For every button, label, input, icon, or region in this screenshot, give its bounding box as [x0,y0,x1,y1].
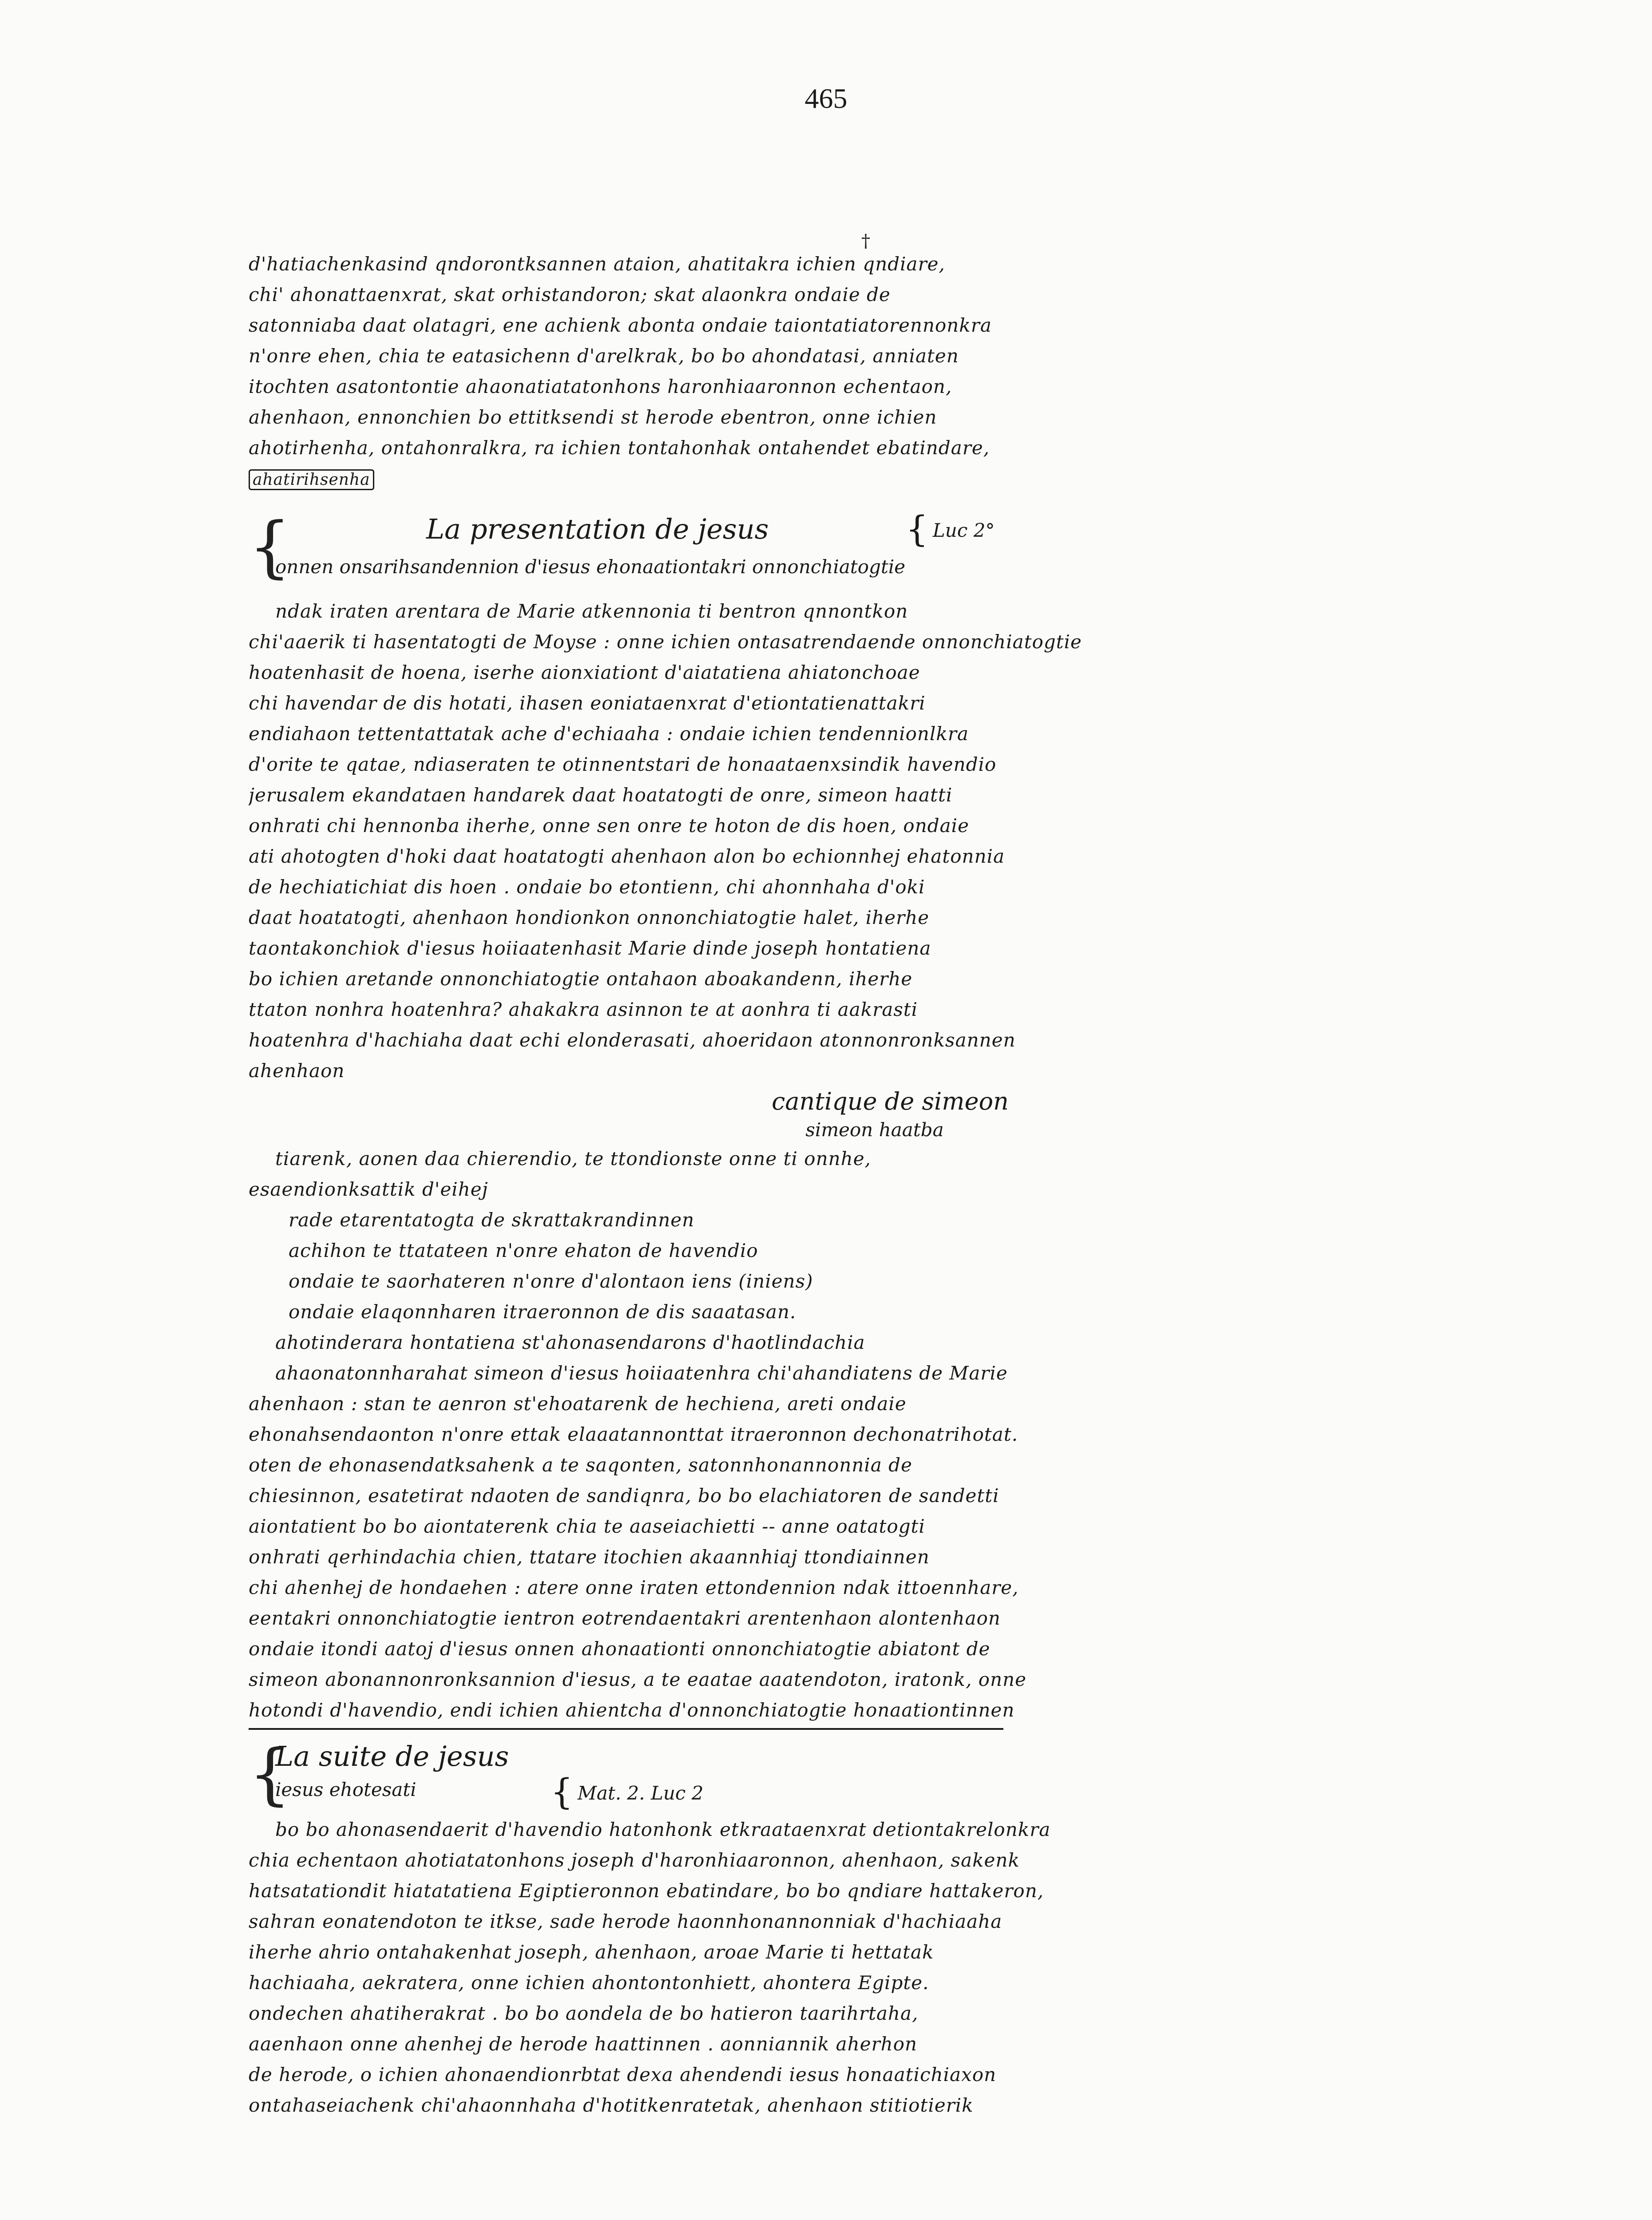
section-3 [249,1327,1376,1725]
text-line: ahotinderara hontatiena st'ahonasendarons d'haotlindachia [275,1332,865,1353]
brace-icon: { [249,1736,291,1813]
heading-reference [551,1771,704,1812]
text-line: onhrati chi hennonba iherhe, onne sen onre te hoton de dis hoen, ondaie [249,815,969,836]
text-line: chia echentaon ahotiatatonhons joseph d'haronhiaaronnon, ahenhaon, sakenk [249,1849,1020,1871]
text-line: d'orite te qatae, ndiaseraten te otinnentstari de honaataenxsindik havendio [249,753,997,775]
reference-text: Luc 2° [932,519,995,541]
text-line: satonniaba daat olatagri, ene achienk abonta ondaie taiontatiatorennonkra [249,314,992,336]
text-line: iherhe ahrio ontahakenhat joseph, ahenhaon, aroae Marie ti hettatak [249,1941,934,1963]
text-line: onhrati qerhindachia chien, ttatare itochien akaannhiaj ttondiainnen [249,1546,930,1568]
brace-icon: { [249,508,291,586]
text-line: hotondi d'havendio, endi ichien ahientcha d'onnonchiatogtie honaationtinnen [249,1699,1015,1721]
text-line: hatsatationdit hiatatatiena Egiptieronnon ebatindare, bo bo qndiare hattakeron, [249,1880,1044,1902]
verse-line: tiarenk, aonen daa chierendio, te ttondionste onne ti onnhe, [275,1148,871,1169]
text-line: endiahaon tettentattatak ache d'echiaaha : ondaie ichien tendennionlkra [249,723,969,745]
text-line: aaenhaon onne ahenhej de herode haattinnen . aonniannik aherhon [249,2033,918,2055]
text-line: hoatenhra d'hachiaha daat echi elonderasati, ahoeridaon atonnonronksannen [249,1029,1016,1051]
ink-mark: † [861,231,870,251]
text-line: chi'aaerik ti hasentatogti de Moyse : onne ichien ontasatrendaende onnonchiatogtie [249,631,1082,653]
text-line: taontakonchiok d'iesus hoiiaatenhasit Marie dinde joseph hontatiena [249,937,931,959]
text-line: de herode, o ichien ahonaendionrbtat dexa ahendendi iesus honaatichiaxon [249,2064,997,2085]
text-line: de hechiatichiat dis hoen . ondaie bo etontienn, chi ahonnhaha d'oki [249,876,925,898]
text-line: bo bo ahonasendaerit d'havendio hatonhonk etkraataenxrat detiontakrelonkra [275,1819,1051,1840]
verse-line: achihon te ttatateen n'onre ehaton de havendio [289,1240,758,1261]
heading-subtitle: iesus ehotesati [275,1779,416,1800]
verse-line: rade etarentatogta de skrattakrandinnen [289,1209,695,1231]
text-line: ondechen ahatiherakrat . bo bo aondela de bo hatieron taarihrtaha, [249,2002,919,2024]
text-line: n'onre ehen, chia te eatasichenn d'arelkrak, bo bo ahondatasi, anniaten [249,345,959,367]
text-line: chi ahenhej de hondaehen : atere onne iraten ettondennion ndak ittoennhare, [249,1577,1019,1598]
cantique-title: cantique de simeon [772,1087,1009,1115]
heading-subtitle: onnen onsarihsandennion d'iesus ehonaationtakri onnonchiatogtie [275,556,906,578]
verse-line: esaendionksattik d'eihej [249,1178,488,1200]
text-line: chi' ahonattaenxrat, skat orhistandoron; skat alaonkra ondaie de [249,284,891,305]
text-line: ahenhaon, ennonchien bo ettitksendi st herode ebentron, onne ichien [249,406,937,428]
heading-title: La presentation de jesus [426,513,769,545]
heading-presentation [249,508,1376,591]
text-line: chiesinnon, esatetirat ndaoten de sandiqnra, bo bo elachiatoren de sandetti [249,1485,999,1506]
text-line: hachiaaha, aekratera, onne ichien ahontontonhiett, ahontera Egipte. [249,1972,929,1994]
page-number: 465 [804,83,848,114]
section-1 [249,249,1376,494]
text-line: oten de ehonasendatksahenk a te saqonten, satonnhonannonnia de [249,1454,912,1476]
section-2 [249,596,1376,1086]
text-line: ttaton nonhra hoatenhra? ahakakra asinnon te at aonhra ti aakrasti [249,999,918,1020]
verse-line: ondaie te saorhateren n'onre d'alontaon iens (iniens) [289,1270,813,1292]
text-line: bo ichien aretande onnonchiatogtie ontahaon aboakandenn, iherhe [249,968,913,990]
cantique-subtitle: simeon haatba [805,1119,944,1141]
text-line: ahaonatonnharahat simeon d'iesus hoiiaatenhra chi'ahandiatens de Marie [275,1362,1008,1384]
text-line: aiontatient bo bo aiontaterenk chia te aaseiachietti -- anne oatatogti [249,1515,925,1537]
text-line: ahotirhenha, ontahonralkra, ra ichien tontahonhak ontahendet ebatindare, [249,437,990,459]
text-line: ontahaseiachenk chi'ahaonnhaha d'hotitkenratetak, ahenhaon stitiotierik [249,2094,974,2116]
text-line: d'hatiachenkasind qndorontksannen ataion, ahatitakra ichien qndiare, [249,253,945,275]
section-divider [249,1728,1003,1730]
section-4 [249,1814,1376,2121]
heading-suite [249,1736,1376,1813]
boxed-note-line [249,463,1376,494]
text-line: ati ahotogten d'hoki daat hoatatogti ahenhaon alon bo echionnhej ehatonnia [249,845,1005,867]
verse-line: ondaie elaqonnharen itraeronnon de dis saaatasan. [289,1301,796,1323]
text-line: itochten asatontontie ahaonatiatatonhons haronhiaaronnon echentaon, [249,376,952,397]
cantique-heading [249,1086,1376,1143]
brace-icon: { [551,1771,573,1812]
text-line: simeon abonannonronksannion d'iesus, a te eaatae aaatendoton, iratonk, onne [249,1669,1027,1690]
reference-text: Mat. 2. Luc 2 [577,1782,704,1804]
heading-reference [906,508,995,550]
text-line: ahenhaon : stan te aenron st'ehoatarenk de hechiena, areti ondaie [249,1393,907,1415]
text-line: ndak iraten arentara de Marie atkennonia ti bentron qnnontkon [275,600,908,622]
text-line: ondaie itondi aatoj d'iesus onnen ahonaationti onnonchiatogtie abiatont de [249,1638,990,1660]
text-line: ahenhaon [249,1060,345,1082]
heading-title: La suite de jesus [275,1740,509,1772]
cantique-verses [249,1143,1376,1327]
text-line: sahran eonatendoton te itkse, sade herode haonnhonannonniak d'hachiaaha [249,1911,1002,1932]
brace-icon: { [906,508,928,550]
text-line: eentakri onnonchiatogtie ientron eotrendaentakri arentenhaon alontenhaon [249,1607,1001,1629]
boxed-note: ahatirihsenha [249,469,374,490]
text-line: hoatenhasit de hoena, iserhe aionxiationt d'aiatatiena ahiatonchoae [249,662,920,683]
text-line: daat hoatatogti, ahenhaon hondionkon onnonchiatogtie halet, iherhe [249,907,930,928]
text-line: chi havendar de dis hotati, ihasen eoniataenxrat d'etiontatienattakri [249,692,926,714]
manuscript-body [249,249,1376,2121]
text-line: jerusalem ekandataen handarek daat hoatatogti de onre, simeon haatti [249,784,953,806]
text-line: ehonahsendaonton n'onre ettak elaaatannonttat itraeronnon dechonatrihotat. [249,1423,1018,1445]
